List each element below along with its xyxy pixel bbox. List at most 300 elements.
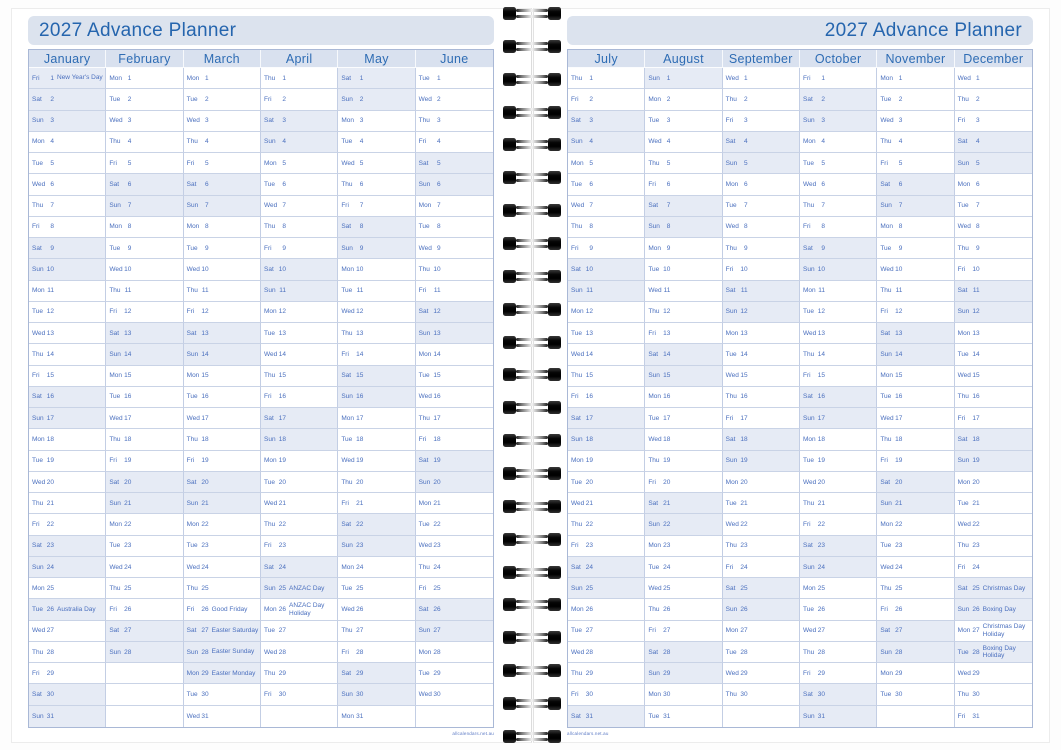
day-abbr: Fri	[957, 563, 966, 571]
day-number: 20	[585, 478, 593, 486]
day-number: 13	[124, 329, 132, 337]
day-number: 11	[586, 287, 593, 295]
day-number: 7	[666, 202, 671, 210]
day-number: 28	[356, 648, 364, 656]
day-cell	[184, 663, 261, 684]
day-cell	[416, 302, 493, 323]
day-number: 18	[817, 436, 825, 443]
day-number: 16	[972, 393, 980, 401]
coil-wire	[516, 442, 548, 445]
coil-wire	[516, 606, 548, 609]
day-abbr: Wed	[186, 712, 200, 720]
day-number: 27	[201, 627, 209, 635]
day-abbr: Sun	[418, 478, 431, 486]
day-cell	[877, 281, 954, 302]
day-number: 29	[585, 669, 593, 677]
coil-wires	[516, 73, 548, 86]
day-number: 7	[821, 202, 825, 210]
day-cell	[29, 196, 106, 217]
day-abbr: Fri	[32, 74, 40, 82]
day-number: 18	[895, 436, 903, 443]
day-number: 30	[895, 691, 903, 699]
day-abbr: Sat	[803, 393, 813, 401]
day-cell	[416, 557, 493, 578]
day-abbr: Sat	[418, 457, 429, 465]
day-cell	[877, 196, 954, 217]
day-cell	[29, 493, 106, 514]
day-abbr: Mon	[418, 499, 432, 507]
day-number: 26	[278, 606, 286, 614]
day-cell	[338, 196, 415, 217]
day-abbr: Mon	[725, 329, 739, 337]
day-number: 16	[201, 393, 209, 401]
day-number: 17	[740, 414, 748, 422]
day-abbr: Fri	[341, 202, 349, 210]
day-cell	[261, 217, 338, 238]
day-number: 6	[976, 180, 980, 188]
day-abbr: Mon	[109, 372, 122, 380]
day-number: 18	[663, 436, 671, 443]
day-abbr: Tue	[725, 350, 737, 358]
day-abbr: Tue	[803, 159, 814, 167]
day-cell	[568, 259, 645, 280]
day-abbr: Fri	[725, 265, 734, 273]
day-number: 22	[124, 521, 132, 529]
day-number: 9	[898, 244, 903, 252]
day-abbr: Mon	[648, 542, 661, 550]
day-cell	[877, 111, 954, 132]
day-abbr: Thu	[264, 521, 276, 529]
day-cell	[877, 663, 954, 684]
day-abbr: Wed	[957, 669, 971, 677]
month-header: May	[338, 50, 415, 68]
day-number: 28	[124, 648, 132, 656]
day-number: 17	[817, 414, 825, 422]
day-abbr: Sun	[725, 457, 738, 465]
day-abbr: Sat	[341, 521, 352, 529]
day-cell	[723, 344, 800, 365]
day-abbr: Wed	[957, 372, 971, 380]
day-number: 16	[278, 393, 286, 401]
day-number: 11	[818, 287, 825, 295]
day-cell	[568, 706, 645, 727]
day-abbr: Tue	[264, 180, 275, 188]
day-abbr: Fri	[648, 627, 656, 635]
day-number: 20	[201, 478, 209, 486]
day-number: 26	[972, 606, 980, 614]
day-abbr: Sun	[264, 138, 276, 146]
day-number: 17	[278, 414, 286, 422]
day-abbr: Fri	[725, 117, 734, 125]
day-abbr: Wed	[803, 478, 817, 486]
day-cell	[184, 281, 261, 302]
day-abbr: Wed	[648, 584, 662, 592]
day-number: 13	[817, 329, 825, 337]
day-number: 3	[898, 117, 903, 125]
day-number: 28	[278, 648, 286, 656]
day-cell	[800, 68, 877, 89]
day-number: 15	[124, 372, 132, 380]
day-abbr: Tue	[264, 478, 275, 486]
day-abbr: Sat	[571, 712, 581, 720]
coil-end-left	[503, 368, 516, 381]
day-number: 29	[663, 669, 671, 677]
day-abbr: Sun	[341, 393, 353, 401]
day-number: 9	[976, 244, 980, 252]
day-cell	[338, 387, 415, 408]
day-cell	[184, 217, 261, 238]
day-cell	[416, 68, 493, 89]
coil-wire	[516, 469, 548, 472]
day-abbr: Sun	[803, 563, 815, 571]
day-cell	[416, 132, 493, 153]
coil-end-left	[503, 730, 516, 743]
day-number: 9	[437, 244, 441, 252]
day-cell	[955, 366, 1032, 387]
day-number: 12	[356, 308, 364, 316]
day-cell	[800, 174, 877, 195]
day-abbr: Tue	[571, 478, 582, 486]
day-number: 18	[585, 436, 593, 443]
day-abbr: Sun	[803, 712, 815, 720]
day-cell	[416, 429, 493, 450]
day-number: 26	[740, 606, 748, 614]
day-abbr: Sat	[571, 265, 581, 273]
title-band-left	[28, 16, 494, 45]
day-abbr: Thu	[725, 95, 737, 103]
day-cell	[877, 217, 954, 238]
coil-end-left	[503, 138, 516, 151]
empty-cell	[106, 684, 183, 705]
day-abbr: Tue	[341, 138, 353, 146]
coil-wire	[516, 574, 548, 577]
day-abbr: Thu	[109, 138, 121, 146]
day-abbr: Fri	[418, 436, 427, 443]
day-number: 2	[744, 95, 748, 103]
day-cell	[723, 451, 800, 472]
day-cell	[645, 132, 722, 153]
day-number: 11	[433, 287, 441, 295]
day-cell	[106, 514, 183, 535]
day-cell	[800, 111, 877, 132]
day-cell	[723, 536, 800, 557]
day-cell	[338, 217, 415, 238]
day-abbr: Wed	[880, 265, 894, 273]
day-number: 1	[50, 74, 54, 82]
day-number: 10	[895, 265, 903, 273]
day-number: 5	[589, 159, 593, 167]
day-number: 26	[585, 606, 593, 614]
day-cell	[106, 68, 183, 89]
day-number: 20	[895, 478, 903, 486]
day-cell	[645, 153, 722, 174]
day-cell	[29, 174, 106, 195]
day-number: 31	[201, 712, 209, 720]
day-number: 2	[282, 95, 286, 103]
holiday-label: Boxing Day	[982, 605, 1016, 613]
day-cell	[261, 642, 338, 663]
day-number: 27	[585, 627, 593, 635]
day-number: 12	[124, 308, 132, 316]
day-number: 9	[127, 244, 132, 252]
holiday-label: ANZAC Day Holiday	[289, 602, 325, 617]
day-abbr: Fri	[803, 372, 811, 380]
day-number: 8	[282, 223, 286, 231]
day-number: 23	[356, 542, 364, 550]
day-cell	[29, 281, 106, 302]
month-header: January	[29, 50, 106, 68]
day-abbr: Sun	[725, 308, 738, 316]
day-number: 23	[740, 542, 748, 550]
day-cell	[955, 429, 1032, 450]
day-abbr: Sun	[32, 712, 44, 720]
day-cell	[416, 281, 493, 302]
day-number: 5	[821, 159, 825, 167]
day-abbr: Wed	[571, 499, 585, 507]
coil-end-right	[548, 237, 561, 250]
day-number: 10	[433, 265, 441, 273]
day-number: 21	[663, 499, 671, 507]
coil-end-right	[548, 336, 561, 349]
day-cell	[29, 323, 106, 344]
day-cell	[338, 451, 415, 472]
day-cell	[723, 302, 800, 323]
day-cell	[261, 387, 338, 408]
binding-coil	[503, 697, 561, 710]
coil-wires	[516, 7, 548, 20]
day-number: 27	[278, 627, 286, 635]
page-title: 2027 Advance Planner	[39, 19, 237, 41]
day-abbr: Tue	[186, 691, 198, 699]
day-number: 21	[433, 499, 441, 507]
day-number: 29	[278, 669, 286, 677]
day-abbr: Mon	[32, 436, 45, 443]
day-number: 3	[205, 117, 209, 125]
day-abbr: Thu	[957, 542, 969, 550]
day-cell	[723, 472, 800, 493]
day-cell	[416, 89, 493, 110]
day-number: 6	[898, 180, 903, 188]
day-abbr: Sat	[571, 414, 581, 422]
day-number: 1	[744, 74, 748, 82]
day-cell	[723, 174, 800, 195]
day-cell	[568, 174, 645, 195]
day-cell	[261, 663, 338, 684]
day-cell	[338, 89, 415, 110]
day-abbr: Fri	[341, 499, 349, 507]
day-cell	[184, 557, 261, 578]
day-number: 13	[356, 329, 364, 337]
day-number: 15	[972, 372, 980, 380]
month-header: February	[106, 50, 183, 68]
day-number: 14	[201, 350, 209, 358]
page-title: 2027 Advance Planner	[824, 19, 1022, 41]
day-number: 4	[976, 138, 980, 146]
day-abbr: Tue	[880, 95, 892, 103]
coil-end-right	[548, 106, 561, 119]
day-abbr: Fri	[957, 414, 966, 422]
day-number: 7	[205, 202, 209, 210]
day-abbr: Tue	[32, 159, 43, 167]
day-cell	[29, 217, 106, 238]
day-number: 29	[895, 669, 903, 677]
day-abbr: Tue	[341, 287, 353, 295]
day-number: 5	[359, 159, 364, 167]
day-number: 30	[585, 691, 593, 699]
day-abbr: Mon	[341, 563, 354, 571]
day-cell	[645, 281, 722, 302]
day-cell	[338, 557, 415, 578]
day-cell	[645, 302, 722, 323]
day-number: 16	[124, 393, 132, 401]
day-cell	[184, 132, 261, 153]
day-number: 10	[972, 265, 980, 273]
day-number: 26	[895, 606, 903, 614]
day-cell	[416, 621, 493, 642]
coil-wire	[516, 81, 548, 84]
day-cell	[261, 536, 338, 557]
coil-wire	[516, 305, 548, 308]
day-abbr: Wed	[264, 350, 278, 358]
day-number: 22	[972, 521, 980, 529]
day-number: 6	[359, 180, 364, 188]
day-number: 7	[744, 202, 748, 210]
binding-coil	[503, 336, 561, 349]
day-abbr: Sat	[341, 223, 352, 231]
day-number: 10	[663, 265, 671, 273]
day-number: 10	[817, 265, 825, 273]
day-abbr: Sat	[32, 542, 42, 550]
day-abbr: Sun	[803, 117, 815, 125]
coil-wire	[516, 42, 548, 45]
day-abbr: Mon	[725, 180, 739, 188]
day-number: 23	[972, 542, 980, 550]
day-abbr: Sun	[803, 265, 815, 273]
day-cell	[261, 302, 338, 323]
day-number: 17	[663, 414, 671, 422]
coil-wire	[516, 639, 548, 642]
day-cell	[184, 89, 261, 110]
day-cell	[723, 259, 800, 280]
coil-wires	[516, 467, 548, 480]
coil-end-right	[548, 434, 561, 447]
holiday-label: Good Friday	[211, 605, 248, 613]
day-abbr: Thu	[186, 138, 198, 146]
coil-end-left	[503, 664, 516, 677]
holiday-label: New Year's Day	[57, 74, 103, 82]
day-abbr: Fri	[648, 180, 656, 188]
day-cell	[955, 599, 1032, 620]
day-abbr: Sat	[648, 202, 659, 210]
day-number: 2	[50, 95, 54, 103]
day-number: 17	[972, 414, 980, 422]
day-abbr: Tue	[880, 691, 892, 699]
day-abbr: Thu	[341, 329, 353, 337]
day-number: 11	[740, 287, 748, 295]
day-number: 6	[127, 180, 132, 188]
day-number: 17	[895, 414, 903, 422]
day-cell	[568, 536, 645, 557]
day-cell	[723, 366, 800, 387]
day-number: 4	[127, 138, 132, 146]
day-cell	[106, 174, 183, 195]
coil-wires	[516, 631, 548, 644]
day-abbr: Wed	[186, 563, 200, 571]
day-number: 28	[972, 648, 980, 656]
day-abbr: Tue	[880, 393, 892, 401]
coil-wire	[516, 9, 548, 12]
day-cell	[29, 599, 106, 620]
day-cell	[877, 344, 954, 365]
day-abbr: Mon	[341, 712, 354, 720]
day-abbr: Tue	[571, 627, 582, 635]
day-abbr: Thu	[341, 627, 353, 635]
day-cell	[184, 344, 261, 365]
day-number: 26	[433, 606, 441, 614]
day-abbr: Sun	[32, 117, 44, 125]
day-cell	[723, 514, 800, 535]
day-abbr: Tue	[957, 202, 969, 210]
month-header: March	[184, 50, 261, 68]
day-abbr: Fri	[648, 478, 656, 486]
day-abbr: Mon	[571, 606, 584, 614]
coil-wire	[516, 239, 548, 242]
day-number: 22	[663, 521, 671, 529]
day-abbr: Sun	[109, 350, 121, 358]
coil-wire	[516, 75, 548, 78]
month-header: December	[955, 50, 1032, 68]
day-cell	[338, 302, 415, 323]
day-number: 19	[201, 457, 209, 465]
day-abbr: Wed	[418, 95, 432, 103]
day-number: 18	[201, 436, 209, 443]
day-abbr: Wed	[264, 648, 278, 656]
day-cell	[955, 323, 1032, 344]
day-cell	[184, 599, 261, 620]
day-number: 20	[433, 478, 441, 486]
day-cell	[723, 599, 800, 620]
empty-cell	[106, 663, 183, 684]
day-cell	[416, 408, 493, 429]
day-cell	[338, 621, 415, 642]
day-cell	[29, 302, 106, 323]
day-number: 15	[740, 372, 748, 380]
day-cell	[723, 111, 800, 132]
day-number: 30	[201, 691, 209, 699]
day-number: 11	[356, 287, 364, 295]
day-number: 20	[972, 478, 980, 486]
holiday-label: ANZAC Day	[289, 584, 325, 592]
day-cell	[416, 493, 493, 514]
day-cell	[955, 174, 1032, 195]
day-cell	[184, 259, 261, 280]
day-abbr: Sat	[418, 308, 429, 316]
day-cell	[955, 132, 1032, 153]
coil-wire	[516, 535, 548, 538]
day-cell	[955, 642, 1032, 663]
day-cell	[184, 366, 261, 387]
day-cell	[800, 323, 877, 344]
coil-wires	[516, 664, 548, 677]
day-abbr: Sun	[571, 436, 583, 443]
coil-wire	[516, 370, 548, 373]
day-cell	[568, 281, 645, 302]
day-cell	[416, 451, 493, 472]
day-abbr: Fri	[341, 648, 349, 656]
day-number: 21	[201, 499, 209, 507]
day-number: 3	[282, 117, 286, 125]
day-number: 25	[740, 584, 748, 592]
